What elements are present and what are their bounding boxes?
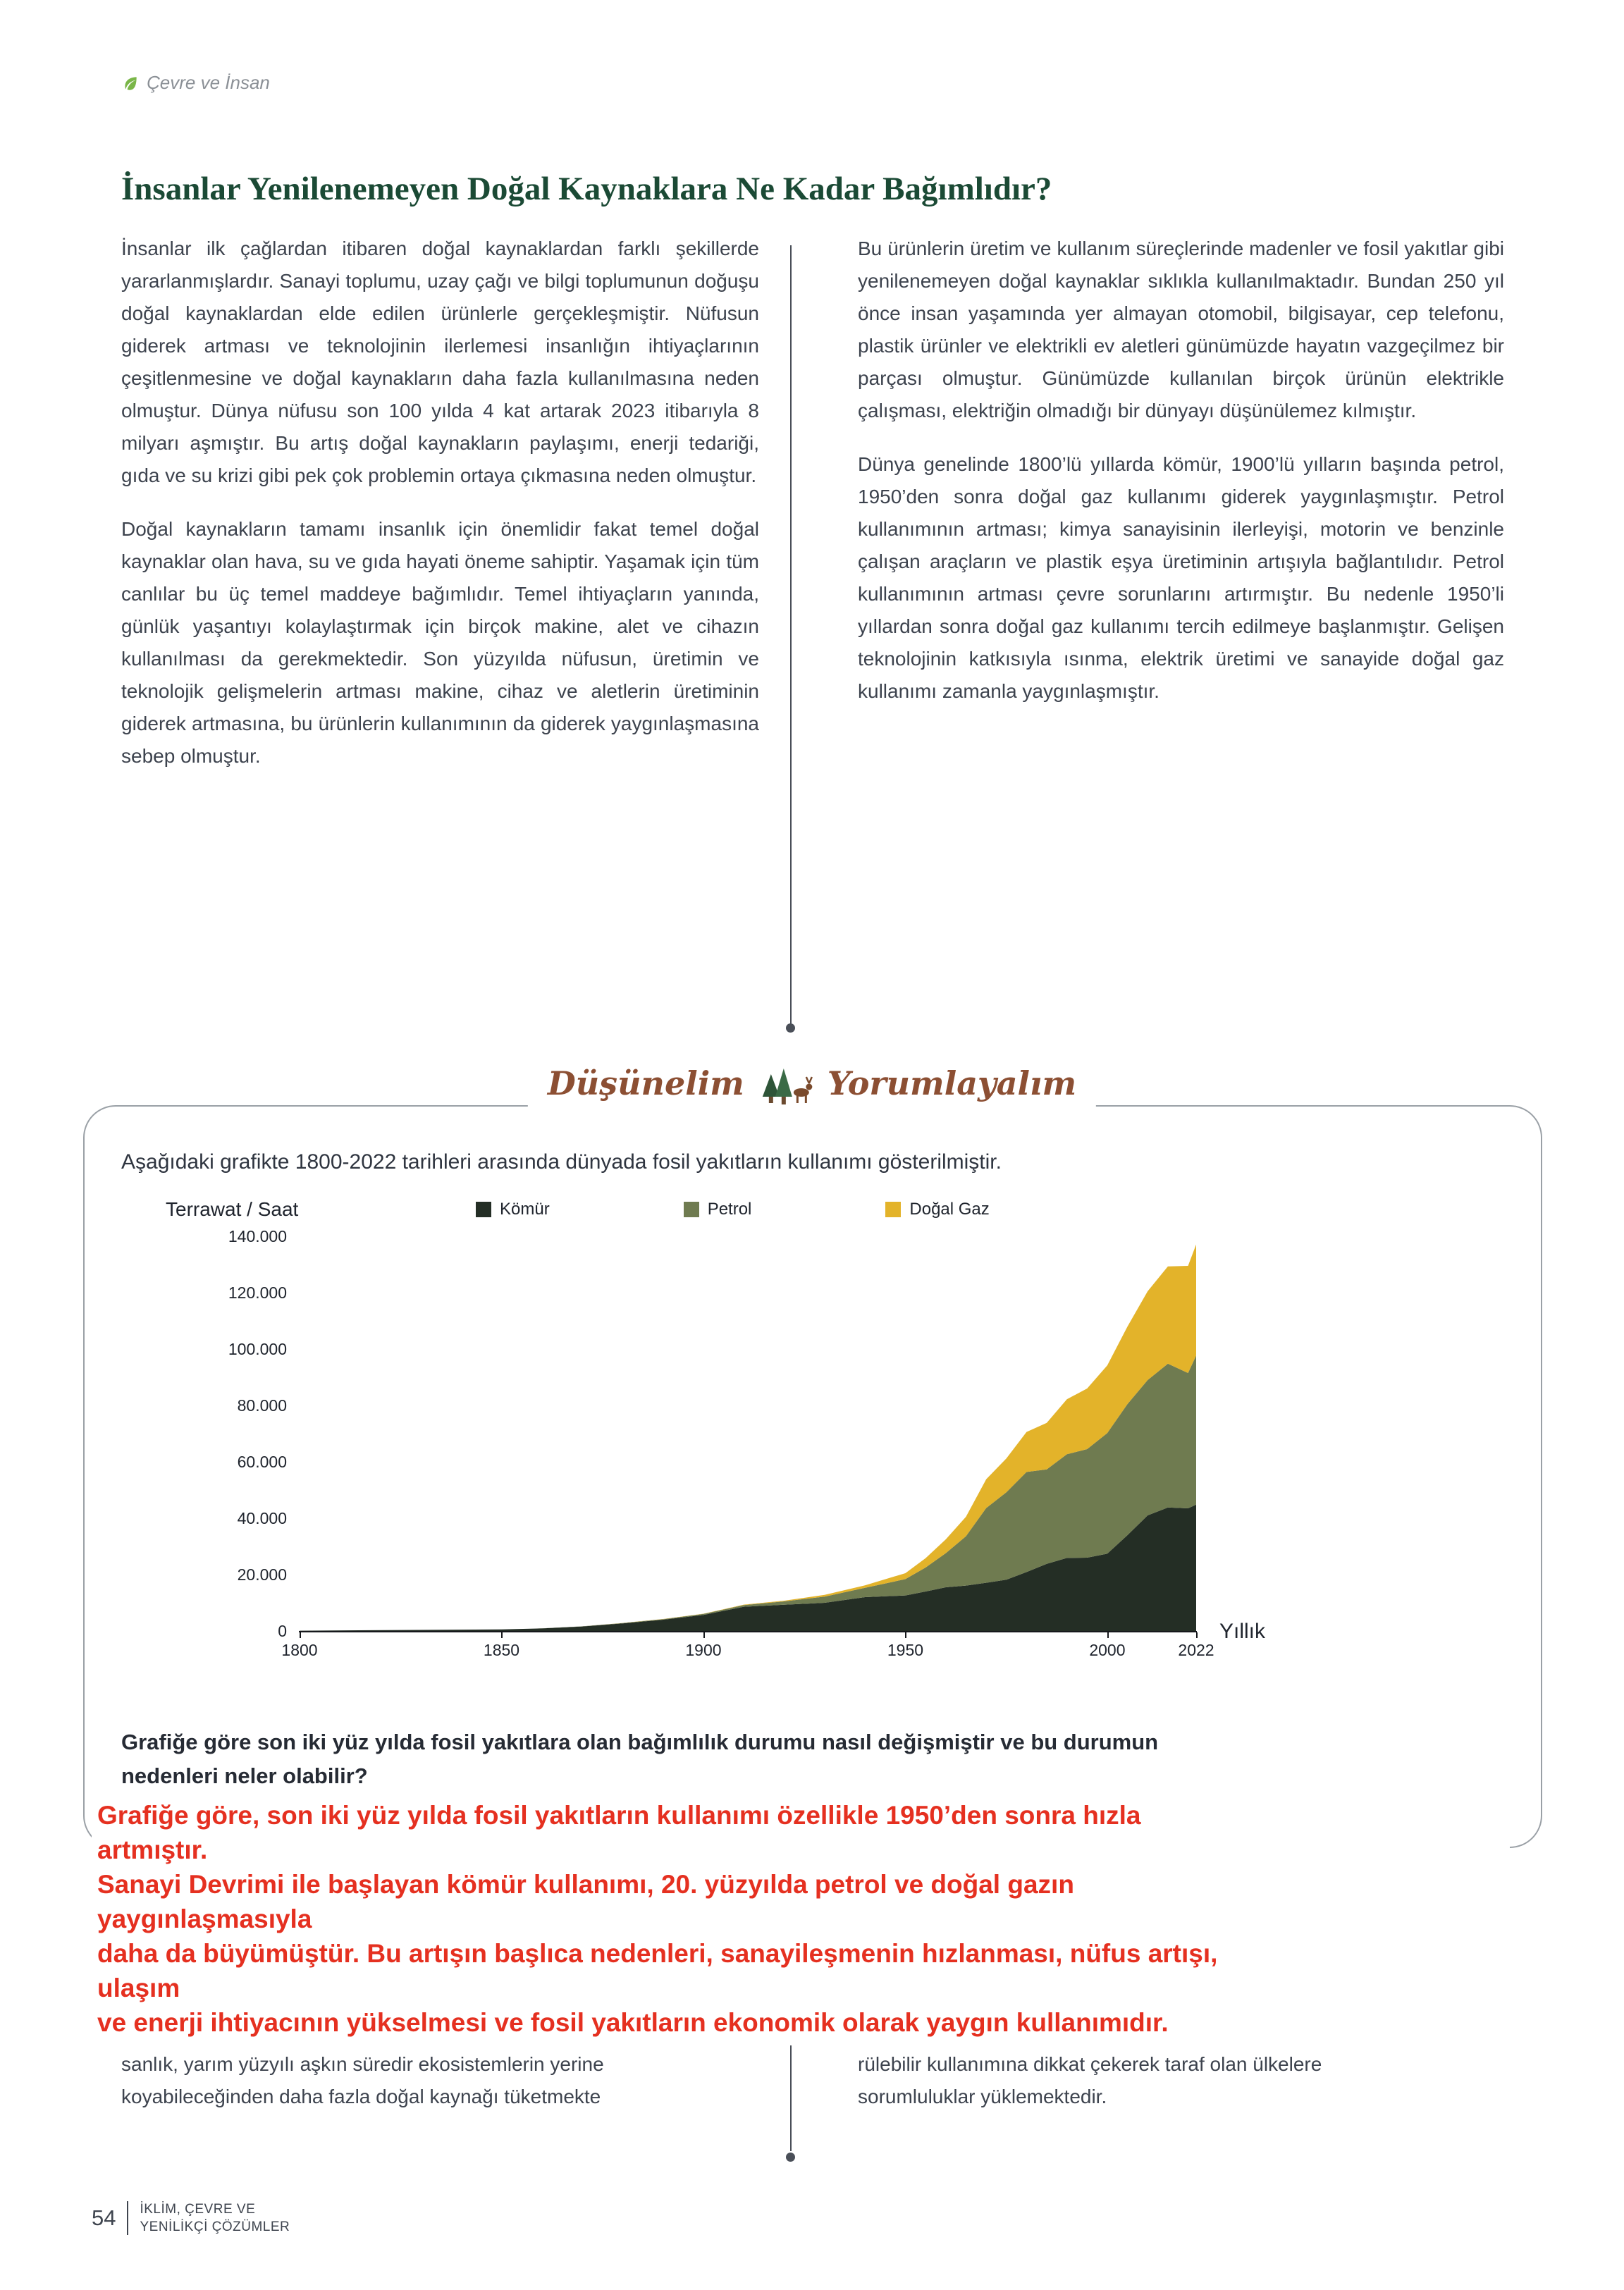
bottom-text-line: sanlık, yarım yüzyılı aşkın süredir ekosistemlerin yerine	[121, 2053, 604, 2075]
bottom-text-line: rülebilir kullanımına dikkat çekerek taraf olan ülkelere	[858, 2053, 1322, 2075]
x-tick-label: 1850	[483, 1641, 520, 1659]
forest-deer-icon	[757, 1060, 815, 1107]
question-line: Grafiğe göre son iki yüz yılda fosil yakıtlara olan bağımlılık durumu nasıl değişmiştir ve bu durumun	[121, 1730, 1159, 1754]
activity-heading	[528, 1060, 1096, 1107]
question-line: nedenleri neler olabilir?	[121, 1763, 368, 1788]
column-divider-dot	[786, 1023, 795, 1033]
intro-columns	[121, 233, 1504, 794]
chart-plot	[300, 1236, 1196, 1631]
bottom-columns	[121, 2048, 1504, 2113]
answer-line: Grafiğe göre, son iki yüz yılda fosil yakıtların kullanımı özellikle 1950’den sonra hızla	[97, 1801, 1141, 1830]
intro-left-column	[121, 233, 759, 794]
x-tick-label: 1800	[281, 1641, 318, 1659]
header-tag-label: Çevre ve İnsan	[147, 72, 270, 93]
intro-paragraph: İnsanlar ilk çağlardan itibaren doğal kaynaklardan farklı şekillerde yararlanmışlardır. Sanayi toplumu, uzay çağı ve bilgi toplumunun doğuşu doğal kaynaklardan elde edilen ürünlerle gerçekleşmiştir. Nüfusun giderek artması ve teknolojinin ilerlemesi insanlığın ihtiyaçlarının çeşitlenmesine ve doğal kaynakların daha fazla kullanılmasına neden olmuştur. Dünya nüfusu son 100 yılda 4 kat artarak 2023 itibarıyla 8 milyarı aşmıştır. Bu artış doğal kaynakların paylaşımı, enerji tedariği, gıda ve su krizi gibi pek çok problemin ortaya çıkmasına neden olmuştur.	[121, 238, 759, 486]
y-tick-label: 140.000	[228, 1227, 287, 1245]
column-divider	[790, 245, 792, 1025]
y-tick-label: 80.000	[237, 1396, 287, 1415]
chart-x-axis-label: Yıllık	[1219, 1620, 1266, 1643]
x-tick-label: 2022	[1178, 1641, 1214, 1659]
x-tick-label: 1950	[887, 1641, 924, 1659]
answer-line: artmıştır.	[97, 1835, 208, 1864]
legend-item	[885, 1200, 989, 1219]
activity-heading-right: Yorumlayalım	[827, 1064, 1077, 1102]
answer-line: Sanayi Devrimi ile başlayan kömür kullanımı, 20. yüzyılda petrol ve doğal gazın	[97, 1870, 1074, 1899]
footer	[92, 2200, 290, 2236]
page-number: 54	[92, 2205, 116, 2230]
bottom-right-column	[858, 2048, 1504, 2113]
book-title-line: YENİLİKÇİ ÇÖZÜMLER	[140, 2220, 290, 2234]
x-tick-label: 2000	[1089, 1641, 1126, 1659]
intro-paragraph: Doğal kaynakların tamamı insanlık için önemlidir fakat temel doğal kaynaklar olan hava, su ve gıda hayati öneme sahiptir. Yaşamak için tüm canlılar bu üç temel maddeye bağımlıdır. Temel ihtiyaçların yanında, günlük yaşantıyı kolaylaştırmak için birçok makine, alet ve cihazın kullanılması da gerekmektedir. Son yüzyılda nüfusun, üretimin ve teknolojik gelişmelerin artması makine, cihaz ve aletlerin üretiminin giderek artmasına, bu ürünlerin kullanımının da giderek yaygınlaşmasına sebep olmuştur.	[121, 518, 759, 767]
bottom-text-line: sorumluluklar yüklemektedir.	[858, 2086, 1107, 2107]
x-tick-mark	[300, 1632, 301, 1638]
legend-item	[476, 1200, 550, 1219]
chart-y-axis-label: Terrawat / Saat	[166, 1198, 299, 1220]
chart	[159, 1193, 1399, 1679]
legend-label: Petrol	[707, 1200, 752, 1219]
legend-label: Doğal Gaz	[909, 1200, 990, 1219]
legend-item	[684, 1200, 752, 1219]
intro-right-column	[858, 233, 1504, 794]
question-text	[121, 1725, 1524, 1793]
leaf-icon	[121, 74, 140, 92]
intro-paragraph: Dünya genelinde 1800’lü yıllarda kömür, 1900’lü yılların başında petrol, 1950’den sonra doğal gaz kullanımı giderek yaygınlaşmıştır. Petrol kullanımının artması; kimya sanayisinin ilerleyişi, motorin ve benzinle çalışan araçların ve plastik eşya üretiminin artışıyla bağlantılıdır. Petrol kullanımının artması çevre sorunlarını artırmıştır. Bu nedenle 1950’li yıllardan sonra doğal gaz kullanımı tercih edilmeye başlanmıştır. Gelişen teknolojinin katkısıyla ısınma, elektrik üretimi ve sanayide doğal gaz kullanımı zamanla yaygınlaşmıştır.	[858, 453, 1504, 702]
x-tick-label: 1900	[685, 1641, 722, 1659]
answer-line: ve enerji ihtiyacının yükselmesi ve fosil yakıtların ekonomik olarak yaygın kullanımıdır.	[97, 2008, 1169, 2037]
x-tick-mark	[1107, 1632, 1109, 1638]
footer-divider	[127, 2201, 128, 2235]
y-tick-label: 100.000	[228, 1340, 287, 1358]
chart-x-axis-line	[299, 1631, 1197, 1632]
y-tick-label: 40.000	[237, 1509, 287, 1527]
activity-description: Aşağıdaki grafikte 1800-2022 tarihleri arasında dünyada fosil yakıtların kullanımı gösterilmiştir.	[121, 1150, 1002, 1174]
x-tick-mark	[703, 1632, 705, 1638]
x-tick-mark	[905, 1632, 906, 1638]
answer-line: yaygınlaşmasıyla	[97, 1904, 312, 1933]
answer-line: ulaşım	[97, 1974, 180, 2002]
book-title	[140, 2200, 290, 2236]
bottom-column-divider-dot	[786, 2153, 795, 2162]
legend-swatch	[684, 1202, 699, 1217]
book-title-line: İKLİM, ÇEVRE VE	[140, 2202, 256, 2217]
y-tick-label: 120.000	[228, 1283, 287, 1302]
legend-swatch	[885, 1202, 901, 1217]
chart-legend	[476, 1200, 990, 1219]
header-tag	[121, 72, 270, 94]
bottom-text-line: koyabileceğinden daha fazla doğal kaynağı tüketmekte	[121, 2086, 601, 2107]
y-tick-label: 60.000	[237, 1453, 287, 1471]
page-title: İnsanlar Yenilenemeyen Doğal Kaynaklara Ne Kadar Bağımlıdır?	[121, 171, 1052, 208]
legend-swatch	[476, 1202, 491, 1217]
y-tick-label: 20.000	[237, 1565, 287, 1584]
answer-overlay	[92, 1794, 1510, 2045]
bottom-left-column	[121, 2048, 759, 2113]
legend-label: Kömür	[500, 1200, 550, 1219]
y-tick-label: 0	[278, 1622, 287, 1640]
x-tick-mark	[1196, 1632, 1198, 1638]
answer-line: daha da büyümüştür. Bu artışın başlıca nedenleri, sanayileşmenin hızlanması, nüfus artışı,	[97, 1939, 1218, 1968]
intro-paragraph: Bu ürünlerin üretim ve kullanım süreçlerinde madenler ve fosil yakıtlar gibi yenilenemeyen doğal kaynaklar sıklıkla kullanılmaktadır. Bundan 250 yıl önce insan yaşamında yer almayan otomobil, bilgisayar, cep telefonu, plastik ürünler ve elektrikli ev aletleri günümüzde hayatın vazgeçilmez bir parçası olmuştur. Günümüzde kullanılan birçok ürünün elektrikle çalışması, elektriğin olmadığı bir dünyayı düşünülemez kılmıştır.	[858, 238, 1504, 421]
x-tick-mark	[501, 1632, 503, 1638]
activity-heading-left: Düşünelim	[547, 1064, 744, 1102]
